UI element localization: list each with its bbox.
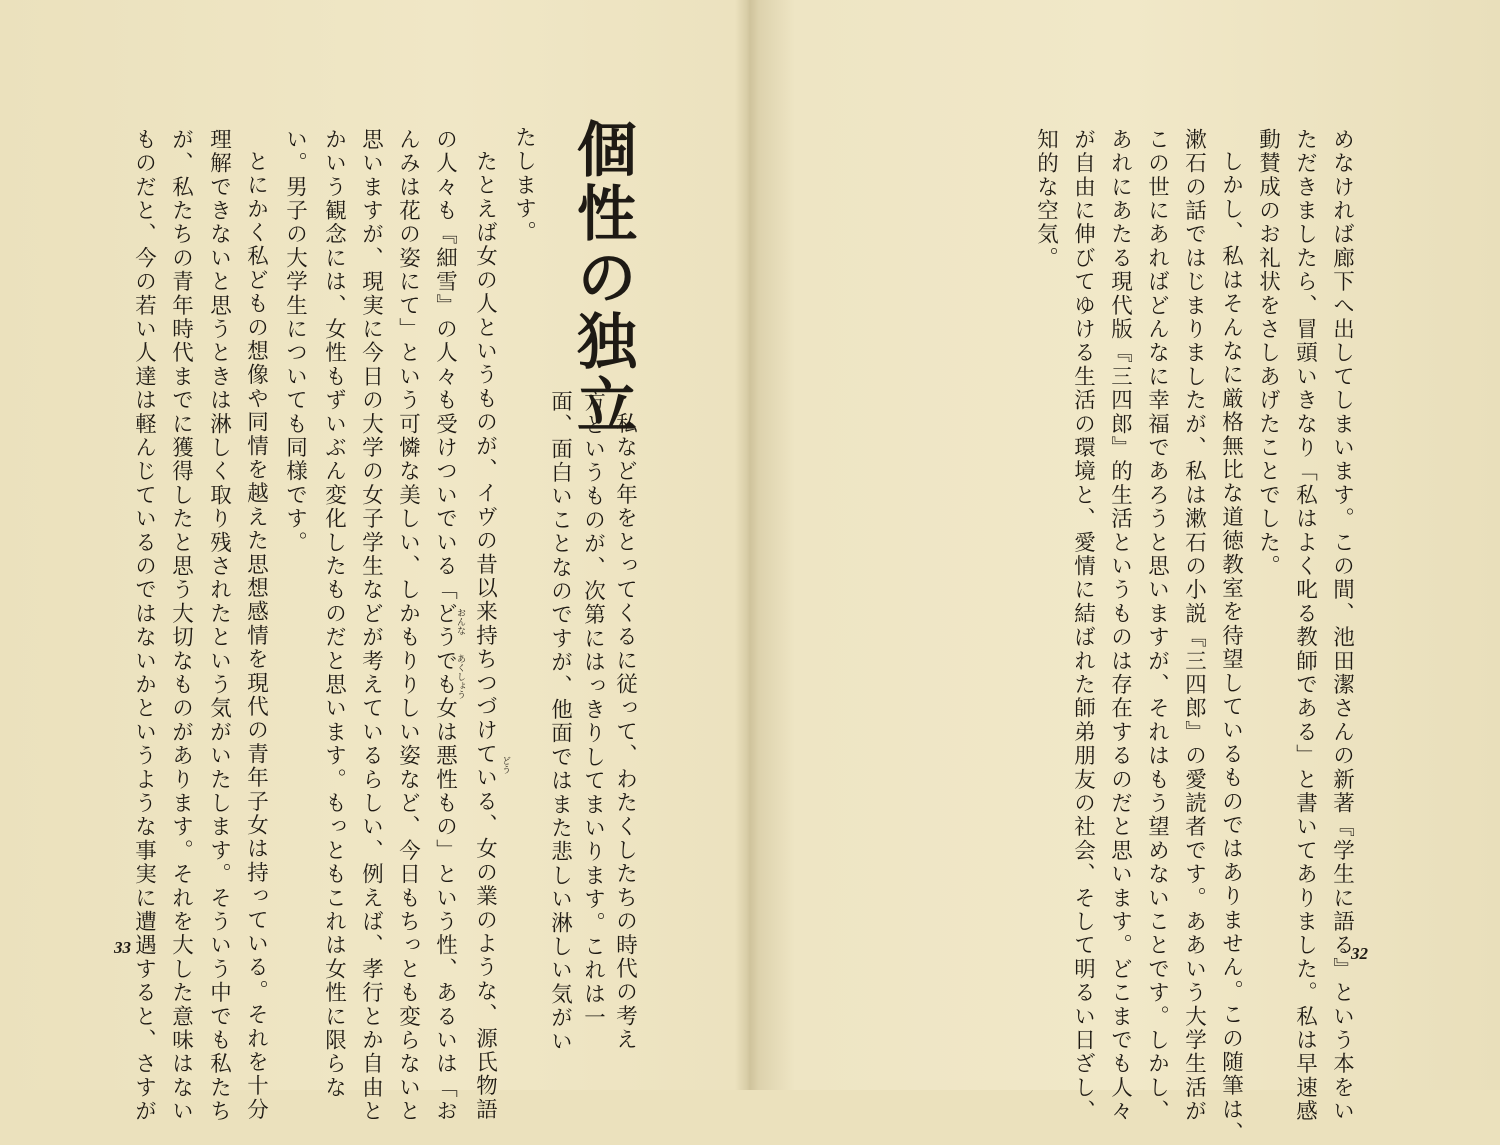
text-column: ただきましたら、冒頭いきなり「私はよく叱る教師である」と書いてありました。私は早速感 [1292, 128, 1318, 1124]
text-column: めなければ廊下へ出してしまいます。この間、池田潔さんの新著『学生に語る』という本をい [1329, 128, 1355, 1124]
text-column: とにかく私どもの想像や同情を越えた思想感情を現代の青年子女は持っている。それを十分 [243, 150, 269, 1122]
text-column: 私など年をとってくるに従って、わたくしたちの時代の考え [612, 412, 638, 1052]
ruby-annotation: あくしょう [455, 654, 465, 699]
text-column: が、私たちの青年時代までに獲得したと思う大切なものがあります。それを大した意味はない [168, 128, 194, 1124]
left-page [0, 0, 748, 1124]
text-column: 動賛成のお礼状をさしあげたことでした。 [1255, 128, 1281, 579]
text-column: たします。 [511, 126, 537, 245]
text-column: かいう観念には、女性もずいぶん変化したものだと思います。もっともこれは女性に限らな [321, 128, 347, 1100]
page-number: 33 [114, 938, 131, 957]
text-column: が自由に伸びてゆける生活の環境と、愛情に結ばれた師弟朋友の社会、そして明るい日ざし、 [1070, 128, 1096, 1124]
text-column: 知的な空気。 [1033, 128, 1059, 271]
ruby-annotation: どう [500, 756, 510, 774]
text-column: あれにあたる現代版『三四郎』的生活というものは存在するのだと思います。どこまでも人々 [1107, 128, 1133, 1124]
text-column: 理解できないと思うときは淋しく取り残されたという気がいたします。そういう中でも私たち [206, 128, 232, 1124]
text-column: い。男子の大学生についても同様です。 [282, 128, 308, 555]
text-column: の人々も『細雪』の人々も受けついでいる「どうでも女は悪性もの」という性、あるいは「お [432, 128, 458, 1124]
text-column: しかし、私はそんなに厳格無比な道徳教室を待望しているものではありません。この随筆は、 [1218, 150, 1244, 1145]
text-column: 思いますが、現実に今日の大学の女子学生などが考えているらしい、例えば、孝行とか自由と [358, 128, 384, 1124]
page-number: 32 [1351, 944, 1368, 963]
text-column: んみは花の姿にて」という可憐な美しい、しかもりりしい姿など、今日もちっとも変らないと [395, 128, 421, 1124]
text-column: たとえば女の人というものが、イヴの昔以来持ちつづけている、女の業のような、源氏物語 [472, 150, 498, 1122]
text-column: ものだと、今の若い人達は軽んじているのではないかというような事実に遭遇すると、さすが [131, 128, 157, 1124]
right-page [752, 0, 1500, 1145]
text-column: 漱石の話ではじまりましたが、私は漱石の小説『三四郎』の愛読者です。ああいう大学生活が [1181, 128, 1207, 1124]
ruby-annotation: おんな [455, 608, 465, 635]
text-column: 面、面白いことなのですが、他面ではまた悲しい淋しい気がい [547, 390, 573, 1054]
text-column: この世にあればどんなに幸福であろうと思いますが、それはもう望めないことです。しかし、 [1144, 128, 1170, 1124]
text-column: 方というものが、次第にはっきりしてまいります。これは一 [580, 390, 606, 1030]
section-heading: 個性の独立 [567, 118, 637, 438]
